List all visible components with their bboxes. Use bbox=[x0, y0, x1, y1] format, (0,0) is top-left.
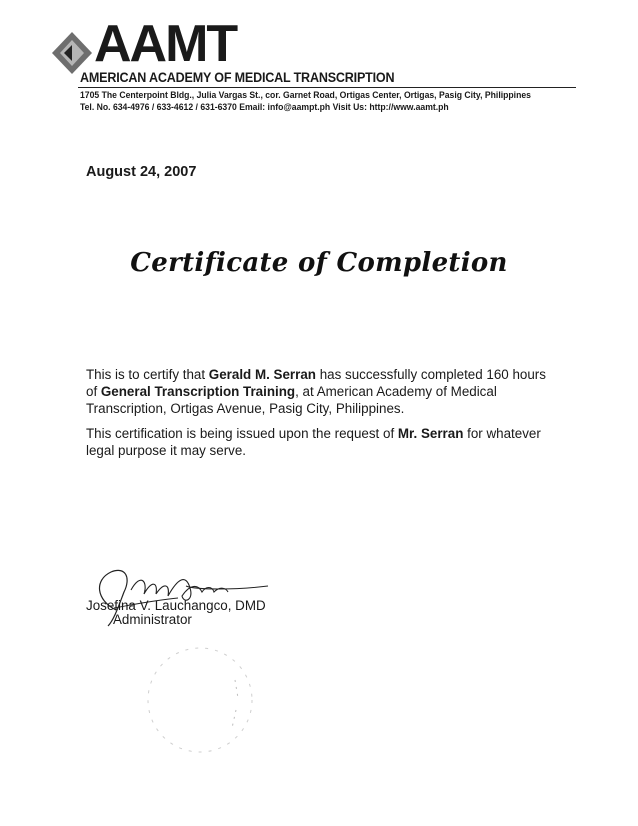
purpose-paragraph bbox=[86, 425, 556, 459]
logo-wordmark: AAMT bbox=[94, 15, 237, 73]
recipient-name: Gerald M. Serran bbox=[208, 367, 316, 382]
contact-line: Tel. No. 634-4976 / 633-4612 / 631-6370 Email: info@aampt.ph Visit Us: http://www.aamt.ph bbox=[80, 102, 449, 112]
paragraph-text: This certification is being issued upon the request of bbox=[86, 426, 398, 441]
course-name: General Transcription Training bbox=[100, 384, 296, 399]
paragraph-text: for whatever legal purpose it may serve. bbox=[86, 426, 541, 458]
embossed-seal-icon bbox=[140, 640, 260, 760]
issue-date: August 24, 2007 bbox=[86, 164, 197, 180]
certification-paragraph bbox=[86, 366, 556, 417]
requester-name: Mr. Serran bbox=[397, 426, 464, 441]
signatory-name: Josefina V. Lauchangco, DMD bbox=[86, 598, 266, 613]
signatory-title: Administrator bbox=[113, 612, 192, 627]
paragraph-text: has successfully completed 160 hours of bbox=[86, 367, 546, 399]
letterhead-divider bbox=[78, 87, 576, 88]
certificate-title: Certificate of Completion bbox=[130, 248, 508, 278]
organization-name: AMERICAN ACADEMY OF MEDICAL TRANSCRIPTION bbox=[80, 70, 395, 85]
paragraph-text: This is to certify that bbox=[86, 367, 209, 382]
paragraph-text: , at American Academy of Medical Transcription, Ortigas Avenue, Pasig City, Philippines. bbox=[86, 384, 497, 416]
address-line: 1705 The Centerpoint Bldg., Julia Vargas St., cor. Garnet Road, Ortigas Center, Ortigas, Pasig City, Philippines bbox=[80, 90, 531, 100]
